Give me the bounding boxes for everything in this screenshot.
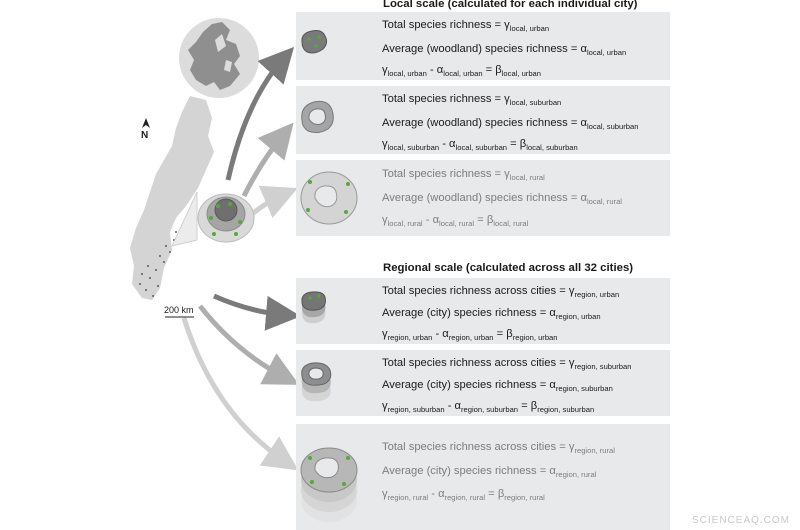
watermark-text: SCIENCEAQ.COM xyxy=(691,515,790,526)
formula-line: Average (woodland) species richness = $\alpha_{local, urban}$ xyxy=(382,43,627,57)
formula-subscript: local, rural xyxy=(493,219,529,228)
formula-line: Total species richness = $\gamma_{local, suburban}$ xyxy=(382,93,562,107)
formula-subscript: local, urban xyxy=(443,69,483,78)
formula-subscript: local, suburban xyxy=(455,143,508,152)
formula-subscript: local, rural xyxy=(387,219,423,228)
formula-line: Average (woodland) species richness = $\alpha_{local, suburban}$ xyxy=(382,117,639,131)
formula-line: Total species richness = $\gamma_{local, rural}$ xyxy=(382,168,545,182)
formula-line: $\gamma_{region, urban} - \alpha_{region, urban} = \beta_{region, urban}$ xyxy=(382,328,558,342)
region-urban-panel xyxy=(296,278,670,344)
north-label: N xyxy=(141,130,149,141)
formula-subscript: local, urban xyxy=(586,48,627,57)
formula-subscript: local, suburban xyxy=(387,143,440,152)
formula-line: Total species richness = $\gamma_{local, urban}$ xyxy=(382,19,550,33)
formula-subscript: region, rural xyxy=(574,446,615,455)
arrow-local-suburban xyxy=(244,134,284,196)
formula-subscript: region, urban xyxy=(555,312,601,321)
formula-line: $\gamma_{local, rural} - \alpha_{local, rural} = \beta_{local, rural}$ xyxy=(382,214,529,228)
formula-subscript: local, suburban xyxy=(586,122,639,131)
regional-scale-title: Regional scale (calculated across all 32 cities) xyxy=(383,262,634,274)
formula-line: Average (city) species richness = $\alpha_{region, urban}$ xyxy=(382,307,601,321)
arrow-local-rural xyxy=(252,194,284,214)
region-suburban-panel xyxy=(296,350,670,416)
formula-line: Total species richness across cities = $\gamma_{region, rural}$ xyxy=(382,441,615,455)
suburban-ring-icon xyxy=(296,86,382,154)
formula-line: Average (city) species richness = $\alpha_{region, rural}$ xyxy=(382,465,597,479)
region-rural-panel xyxy=(296,424,670,530)
formula-subscript: local, suburban xyxy=(526,143,578,152)
formula-subscript: local, urban xyxy=(501,69,541,78)
suburban-stack-icon xyxy=(296,350,382,416)
formula-line: $\gamma_{local, suburban} - \alpha_{local, suburban} = \beta_{local, suburban}$ xyxy=(382,138,578,152)
formula-subscript: region, urban xyxy=(512,333,558,342)
formula-subscript: local, rural xyxy=(439,219,475,228)
formula-subscript: region, urban xyxy=(574,290,620,299)
formula-subscript: region, rural xyxy=(504,493,545,502)
formula-line: Average (city) species richness = $\alpha_{region, suburban}$ xyxy=(382,379,613,393)
urban-patch-icon xyxy=(296,12,382,80)
formula-subscript: region, urban xyxy=(387,333,433,342)
formula-subscript: local, urban xyxy=(387,69,427,78)
formula-subscript: region, rural xyxy=(387,493,429,502)
formula-line: $\gamma_{local, urban} - \alpha_{local, urban} = \beta_{local, urban}$ xyxy=(382,64,541,78)
europe-globe-icon xyxy=(179,18,259,98)
formula-line: $\gamma_{region, suburban} - \alpha_{region, suburban} = \beta_{region, suburban}$ xyxy=(382,400,595,414)
urban-stack-icon xyxy=(296,278,382,344)
formula-subscript: region, suburban xyxy=(461,405,519,414)
rural-stack-icon xyxy=(296,424,382,530)
formula-subscript: local, suburban xyxy=(509,98,562,107)
local-urban-panel xyxy=(296,12,670,80)
formula-subscript: local, urban xyxy=(509,24,550,33)
formula-subscript: region, suburban xyxy=(387,405,445,414)
formula-subscript: local, rural xyxy=(509,173,545,182)
rural-ring-icon xyxy=(296,160,382,236)
local-rural-panel xyxy=(296,160,670,236)
local-scale-title: Local scale (calculated for each individual city) xyxy=(383,0,638,10)
formula-line: Total species richness across cities = $\gamma_{region, urban}$ xyxy=(382,285,620,299)
formula-subscript: region, suburban xyxy=(555,384,613,393)
formula-subscript: region, urban xyxy=(448,333,494,342)
local-suburban-panel xyxy=(296,86,670,154)
arrow-region-suburban xyxy=(200,306,286,378)
arrow-region-rural xyxy=(184,318,286,462)
formula-line: $\gamma_{region, rural} - \alpha_{region, rural} = \beta_{region, rural}$ xyxy=(382,488,545,502)
formula-subscript: local, rural xyxy=(586,197,622,206)
scale-bar-label: 200 km xyxy=(164,305,194,315)
formula-line: Total species richness across cities = $\gamma_{region, suburban}$ xyxy=(382,357,632,371)
formula-subscript: region, suburban xyxy=(537,405,595,414)
city-zones-icon xyxy=(198,194,254,242)
formula-line: Average (woodland) species richness = $\alpha_{local, rural}$ xyxy=(382,192,622,206)
formula-subscript: region, rural xyxy=(555,470,597,479)
formula-subscript: region, rural xyxy=(444,493,486,502)
formula-subscript: region, suburban xyxy=(574,362,632,371)
arrow-region-urban xyxy=(214,296,286,315)
